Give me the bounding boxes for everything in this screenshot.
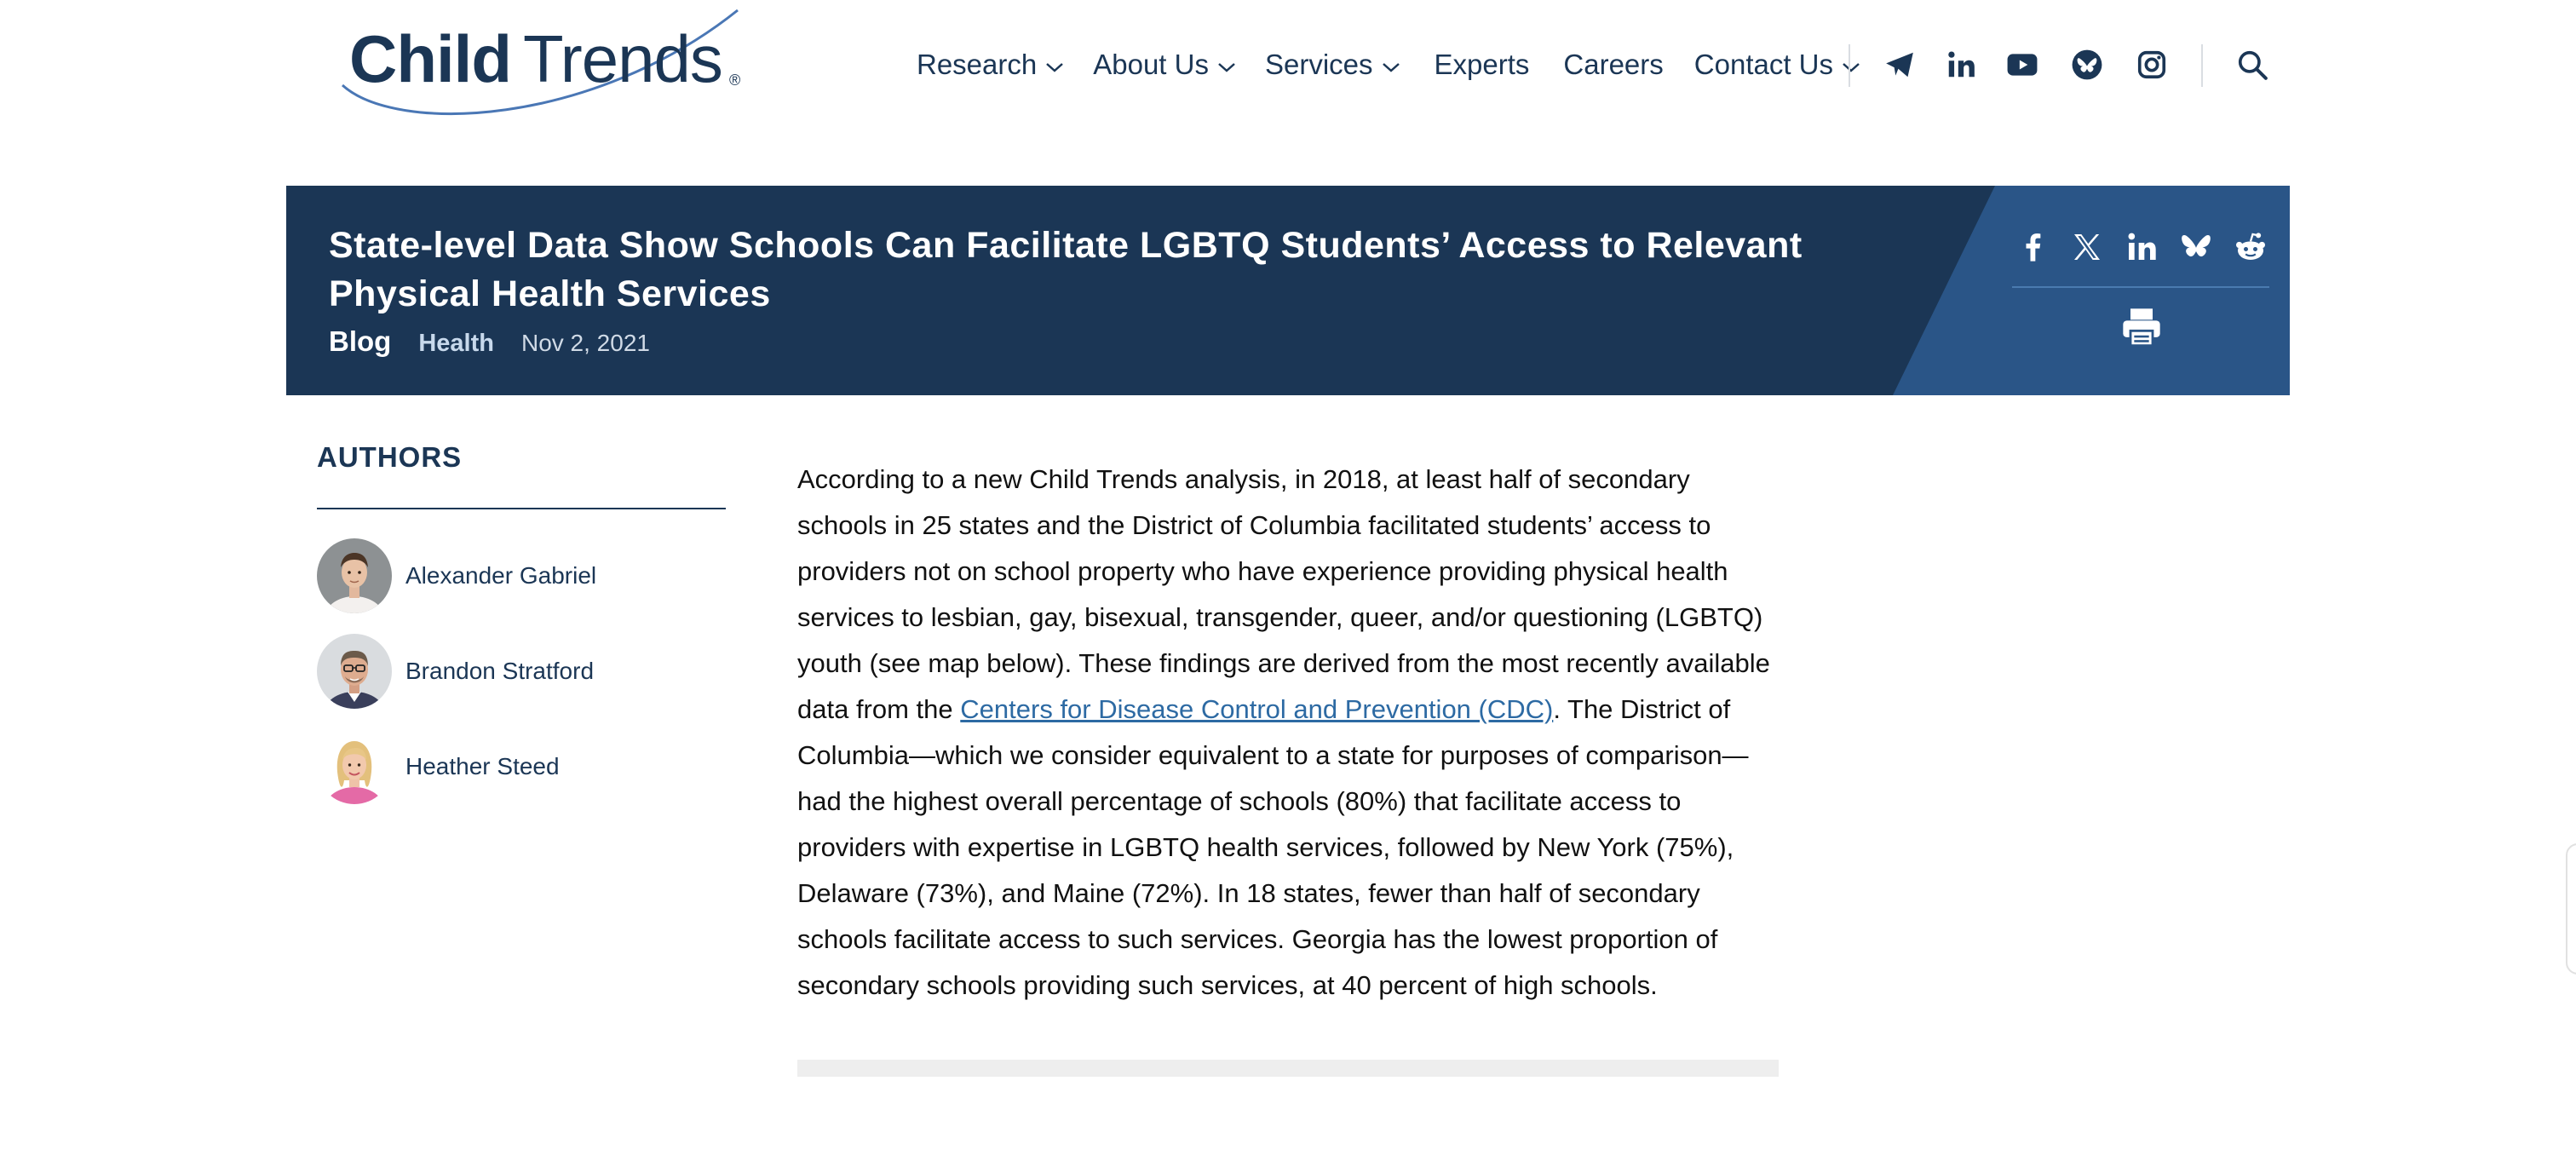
avatar	[317, 538, 392, 613]
topic-link[interactable]: Health	[418, 330, 494, 357]
x-icon[interactable]	[2068, 228, 2106, 266]
article-title: State-level Data Show Schools Can Facilitate LGBTQ Students’ Access to Relevant Physical Health Services	[329, 225, 1803, 314]
nav-services-label: Services	[1264, 49, 1373, 80]
chevron-down-icon	[1217, 61, 1236, 73]
nav-experts-label: Experts	[1434, 49, 1530, 80]
paragraph-text-end: . The District of Columbia—which we consider equivalent to a state for purposes of comparison—had the highest overall percentage of schools (80%) that facilitate access to providers with expertise in LGBTQ health services, followed by New York (75%), Delaware (73%), and Maine (72%). In 18 states, fewer than half of secondary schools facilitate access to such services. Georgia has the lowest proportion of secondary schools providing such services, at 40 percent of high schools.	[797, 694, 1749, 1000]
article-header-banner	[286, 186, 2290, 395]
linkedin-share-icon[interactable]	[2123, 228, 2160, 266]
nav-about-us[interactable]	[1093, 49, 1236, 81]
article-meta	[329, 325, 650, 358]
share-buttons	[2014, 228, 2269, 266]
avatar	[317, 729, 392, 804]
bluesky-icon[interactable]	[2070, 48, 2104, 82]
author-name: Heather Steed	[405, 753, 560, 779]
logo-registered-mark: ®	[729, 72, 741, 89]
authors-heading: AUTHORS	[317, 441, 463, 473]
bluesky-share-icon[interactable]	[2177, 228, 2215, 266]
article-paragraph	[797, 457, 1777, 1009]
publish-date: Nov 2, 2021	[520, 330, 650, 356]
chevron-down-icon	[1045, 61, 1064, 73]
article-body	[797, 457, 1777, 1009]
author-name: Brandon Stratford	[405, 658, 595, 684]
nav-contact-us[interactable]	[1694, 49, 1860, 81]
nav-divider	[1849, 44, 1850, 87]
nav-services[interactable]	[1265, 49, 1400, 81]
side-feedback-tab[interactable]	[2566, 843, 2576, 975]
logo-word-child: Child	[349, 21, 511, 96]
facebook-icon[interactable]	[2014, 228, 2051, 266]
search-icon[interactable]	[2235, 48, 2269, 82]
content-type-label: Blog	[329, 325, 392, 357]
nav-careers-label: Careers	[1563, 49, 1664, 80]
cdc-data-link[interactable]: Centers for Disease Control and Prevention (CDC)	[960, 694, 1554, 724]
child-trends-logo[interactable]	[337, 7, 746, 123]
author-heather-steed[interactable]	[317, 729, 560, 804]
paragraph-text-start: According to a new Child Trends analysis, in 2018, at least half of secondary schools in 25 states and the District of Columbia facilitated students’ access to providers not on school property who have experience providing physical health services to lesbian, gay, bisexual, transgender, queer, and/or questioning (LGBTQ) youth (see map below). These findings are derived from the most recently available data from the	[797, 464, 1770, 724]
nav-divider	[2201, 44, 2203, 87]
logo-word-trends: Trends	[522, 21, 722, 96]
nav-contact-us-label: Contact Us	[1693, 49, 1834, 80]
linkedin-icon[interactable]	[1944, 48, 1978, 82]
nav-about-us-label: About Us	[1093, 49, 1209, 80]
nav-careers[interactable]	[1563, 49, 1663, 81]
share-divider	[2012, 286, 2269, 288]
print-icon[interactable]	[2119, 305, 2164, 349]
youtube-icon[interactable]	[2005, 48, 2039, 82]
map-figure-placeholder	[797, 1060, 1779, 1077]
author-alexander-gabriel[interactable]	[317, 538, 596, 613]
telegram-icon[interactable]	[1883, 48, 1917, 82]
nav-research-label: Research	[917, 49, 1038, 80]
chevron-down-icon	[1382, 61, 1400, 73]
nav-research[interactable]	[917, 49, 1064, 81]
logo-wordmark	[349, 21, 722, 96]
author-name: Alexander Gabriel	[405, 562, 597, 589]
avatar	[317, 634, 392, 709]
instagram-icon[interactable]	[2135, 48, 2169, 82]
author-brandon-stratford[interactable]	[317, 634, 594, 709]
main-nav	[917, 43, 1860, 87]
nav-experts[interactable]	[1435, 49, 1530, 81]
reddit-icon[interactable]	[2232, 228, 2269, 266]
chevron-down-icon	[1842, 61, 1860, 73]
authors-divider	[317, 508, 726, 509]
